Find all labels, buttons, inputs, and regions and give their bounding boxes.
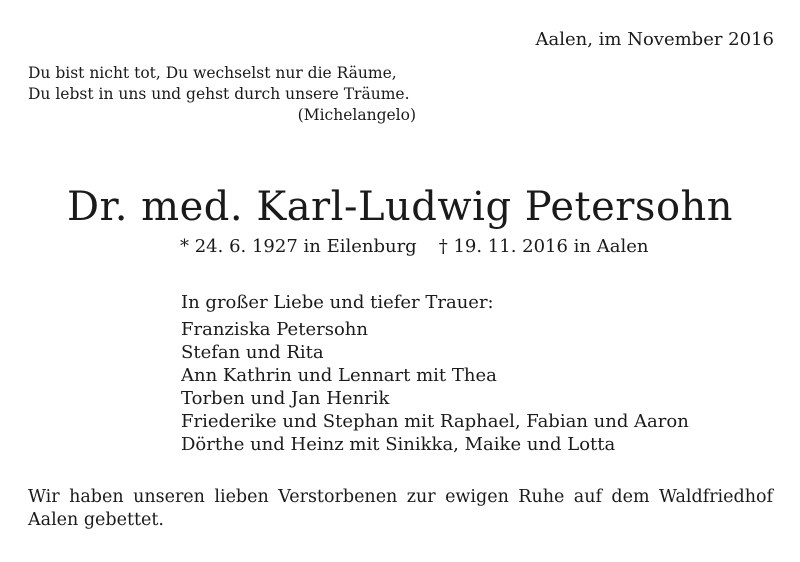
life-dates [180,236,648,257]
birth-date: * 24. 6. 1927 in Eilenburg [180,236,417,257]
death-date: † 19. 11. 2016 in Aalen [438,236,649,257]
quote-author: (Michelangelo) [297,106,416,124]
mourner-name: Stefan und Rita [181,342,324,363]
mourner-name: Franziska Petersohn [181,319,368,340]
mourner-name: Dörthe und Heinz mit Sinikka, Maike und Lotta [181,434,616,455]
place-date: Aalen, im November 2016 [535,29,774,50]
closing-line: Aalen gebettet. [28,510,164,530]
quote-block [28,63,416,126]
mourners-intro: In großer Liebe und tiefer Trauer: [181,292,494,313]
deceased-name: Dr. med. Karl-Ludwig Petersohn [66,184,734,230]
quote-line: Du bist nicht tot, Du wechselst nur die Räume, [28,64,397,82]
quote-line: Du lebst in uns und gehst durch unsere Träume. [28,85,410,103]
mourner-name: Friederike und Stephan mit Raphael, Fabian und Aaron [181,411,689,432]
mourners-block [181,291,689,456]
closing-text [28,486,773,532]
closing-line: Wir haben unseren lieben Verstorbenen zur ewigen Ruhe auf dem Waldfriedhof [28,487,773,507]
mourner-name: Ann Kathrin und Lennart mit Thea [181,365,497,386]
mourner-name: Torben und Jan Henrik [181,388,390,409]
